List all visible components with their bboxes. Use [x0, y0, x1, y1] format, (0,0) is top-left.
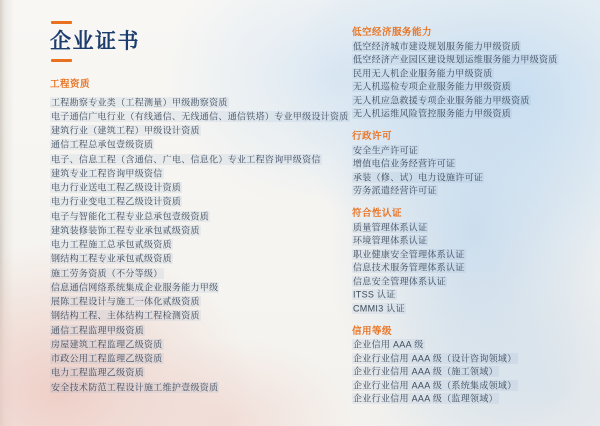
certificate-item — [50, 238, 350, 252]
certificate-item — [352, 94, 592, 108]
certificate-item-label: 企业行业信用 AAA 级（监理领域） — [353, 393, 498, 404]
certificate-item-label: 安全技术防范工程设计施工维护壹级资质 — [51, 382, 219, 392]
certificate-item-label: 电力工程施工总承包贰级资质 — [51, 239, 172, 250]
certificate-item-label: 建筑专业工程咨询甲级资信 — [51, 168, 163, 179]
certificate-item-label: 电子、信息工程（含通信、广电、信息化）专业工程咨询甲级资信 — [51, 154, 321, 164]
certificate-item-label: 钢结构工程、主体结构工程检测资质 — [51, 310, 200, 321]
certificate-item — [352, 275, 592, 289]
certificate-item-label: 增值电信业务经营许可证 — [353, 158, 456, 169]
certificate-item — [352, 366, 592, 380]
title-bottom-dash — [51, 59, 72, 62]
certificate-item-label: 信息安全管理体系认证 — [353, 276, 447, 286]
section-low-altitude-economy-services — [352, 26, 592, 121]
certificate-item — [352, 248, 592, 262]
certificate-item-label: 低空经济产业园区建设规划运维服务能力甲级资质 — [353, 54, 558, 65]
certificate-item — [352, 289, 592, 303]
certificate-item — [352, 302, 592, 316]
certificate-item — [352, 352, 592, 366]
certificate-item — [352, 339, 592, 353]
certificate-item — [352, 67, 592, 81]
section-administrative-licenses — [352, 130, 592, 198]
certificate-item-label: ITSS 认证 — [353, 289, 396, 300]
certificate-item — [50, 380, 350, 394]
certificate-item — [50, 195, 350, 209]
certificate-item-label: 无人机巡检专项企业服务能力甲级资质 — [353, 81, 512, 92]
certificate-item-label: 市政公用工程监理乙级资质 — [51, 353, 163, 364]
certificate-item — [50, 152, 350, 166]
certificate-item — [50, 166, 350, 180]
certificate-item-label: 民用无人机企业服务能力甲级资质 — [353, 68, 493, 78]
section-header-engineering-qualifications: 工程资质 — [50, 79, 91, 90]
certificate-item-label: 无人机应急救援专项企业服务能力甲级资质 — [353, 95, 530, 105]
certificate-item — [50, 366, 350, 380]
certificate-item — [50, 337, 350, 351]
certificate-item — [352, 185, 592, 199]
certificate-item — [352, 235, 592, 249]
left-certificate-column — [50, 78, 350, 403]
certificate-item-label: 质量管理体系认证 — [353, 222, 428, 232]
certificate-item — [352, 171, 592, 185]
certificate-item-label: 房屋建筑工程监理乙级资质 — [51, 339, 163, 350]
certificate-item — [50, 266, 350, 280]
certificate-item-label: CMMI3 认证 — [353, 303, 405, 313]
certificate-item-label: 承装（修、试）电力设施许可证 — [353, 172, 484, 182]
certificate-item — [50, 352, 350, 366]
certificate-item-label: 安全生产许可证 — [353, 145, 419, 155]
certificate-item-label: 职业健康安全管理体系认证 — [353, 249, 465, 259]
certificate-item-label: 工程勘察专业类（工程测量）甲级勘察资质 — [51, 97, 228, 107]
certificate-item — [352, 40, 592, 54]
certificate-item — [50, 323, 350, 337]
section-engineering-qualifications — [50, 78, 350, 394]
certificate-item-label: 企业行业信用 AAA 级（设计咨询领域） — [353, 353, 517, 363]
certificate-item — [50, 181, 350, 195]
certificate-item-label: 企业行业信用 AAA 级（施工领域） — [353, 366, 498, 377]
certificate-item-label: 信息技术服务管理体系认证 — [353, 262, 465, 273]
certificate-item — [352, 379, 592, 393]
certificate-item — [50, 252, 350, 266]
certificate-item — [352, 54, 592, 68]
certificate-item — [50, 309, 350, 323]
certificate-item-label: 施工劳务资质（不分等级） — [51, 268, 163, 278]
certificate-item — [352, 221, 592, 235]
certificate-item — [50, 295, 350, 309]
certificate-item — [352, 108, 592, 122]
certificate-item-label: 企业行业信用 AAA 级（系统集成领域） — [353, 380, 517, 390]
certificate-item — [352, 158, 592, 172]
certificate-item — [50, 109, 350, 123]
certificate-item-label: 企业信用 AAA 级 — [353, 339, 424, 350]
certificate-item-label: 建筑行业（建筑工程）甲级设计资质 — [51, 125, 200, 136]
certificate-item-label: 信息通信网络系统集成企业服务能力甲级 — [51, 282, 219, 293]
certificate-item — [50, 223, 350, 237]
certificate-item — [50, 124, 350, 138]
certificate-item-label: 通信工程总承包壹级资质 — [51, 139, 154, 150]
section-header-conformity-certifications: 符合性认证 — [352, 208, 403, 219]
section-credit-ratings — [352, 325, 592, 407]
certificate-item — [352, 81, 592, 95]
section-conformity-certifications — [352, 207, 592, 316]
certificate-item — [50, 209, 350, 223]
certificate-item — [352, 262, 592, 276]
certificate-item-label: 电力行业送电工程乙级设计资质 — [51, 182, 182, 193]
section-header-low-altitude-economy-services: 低空经济服务能力 — [352, 27, 433, 38]
certificate-item-label: 钢结构工程专业承包贰级资质 — [51, 253, 172, 264]
certificate-item — [352, 393, 592, 407]
certificate-item-label: 电力行业变电工程乙级设计资质 — [51, 196, 182, 207]
certificate-item — [50, 280, 350, 294]
certificate-item-label: 电子通信广电行业（有线通信、无线通信、通信铁塔）专业甲级设计资质 — [51, 111, 349, 122]
section-header-credit-ratings: 信用等级 — [352, 325, 393, 337]
certificate-item-label: 电力工程监理乙级资质 — [51, 367, 145, 378]
certificate-item — [50, 95, 350, 109]
title-top-dash — [51, 21, 72, 24]
certificate-item — [352, 144, 592, 158]
certificate-item-label: 通信工程监理甲级资质 — [51, 325, 145, 335]
title-block — [50, 21, 140, 62]
certificate-item — [50, 138, 350, 152]
certificate-item-label: 电子与智能化工程专业总承包壹级资质 — [51, 211, 210, 221]
certificate-item-label: 环境管理体系认证 — [353, 235, 428, 246]
certificate-item-label: 无人机运维风险管控服务能力甲级资质 — [353, 108, 512, 119]
certificate-item-label: 展陈工程设计与施工一体化贰级资质 — [51, 296, 200, 307]
certificate-item-label: 建筑装修装饰工程专业承包贰级资质 — [51, 225, 200, 236]
page-title: 企业证书 — [50, 30, 140, 53]
certificate-item-label: 劳务派遣经营许可证 — [353, 185, 437, 196]
right-certificate-column — [352, 26, 592, 415]
section-header-administrative-licenses: 行政许可 — [352, 131, 393, 142]
certificate-item-label: 低空经济城市建设规划服务能力甲级资质 — [353, 41, 521, 51]
